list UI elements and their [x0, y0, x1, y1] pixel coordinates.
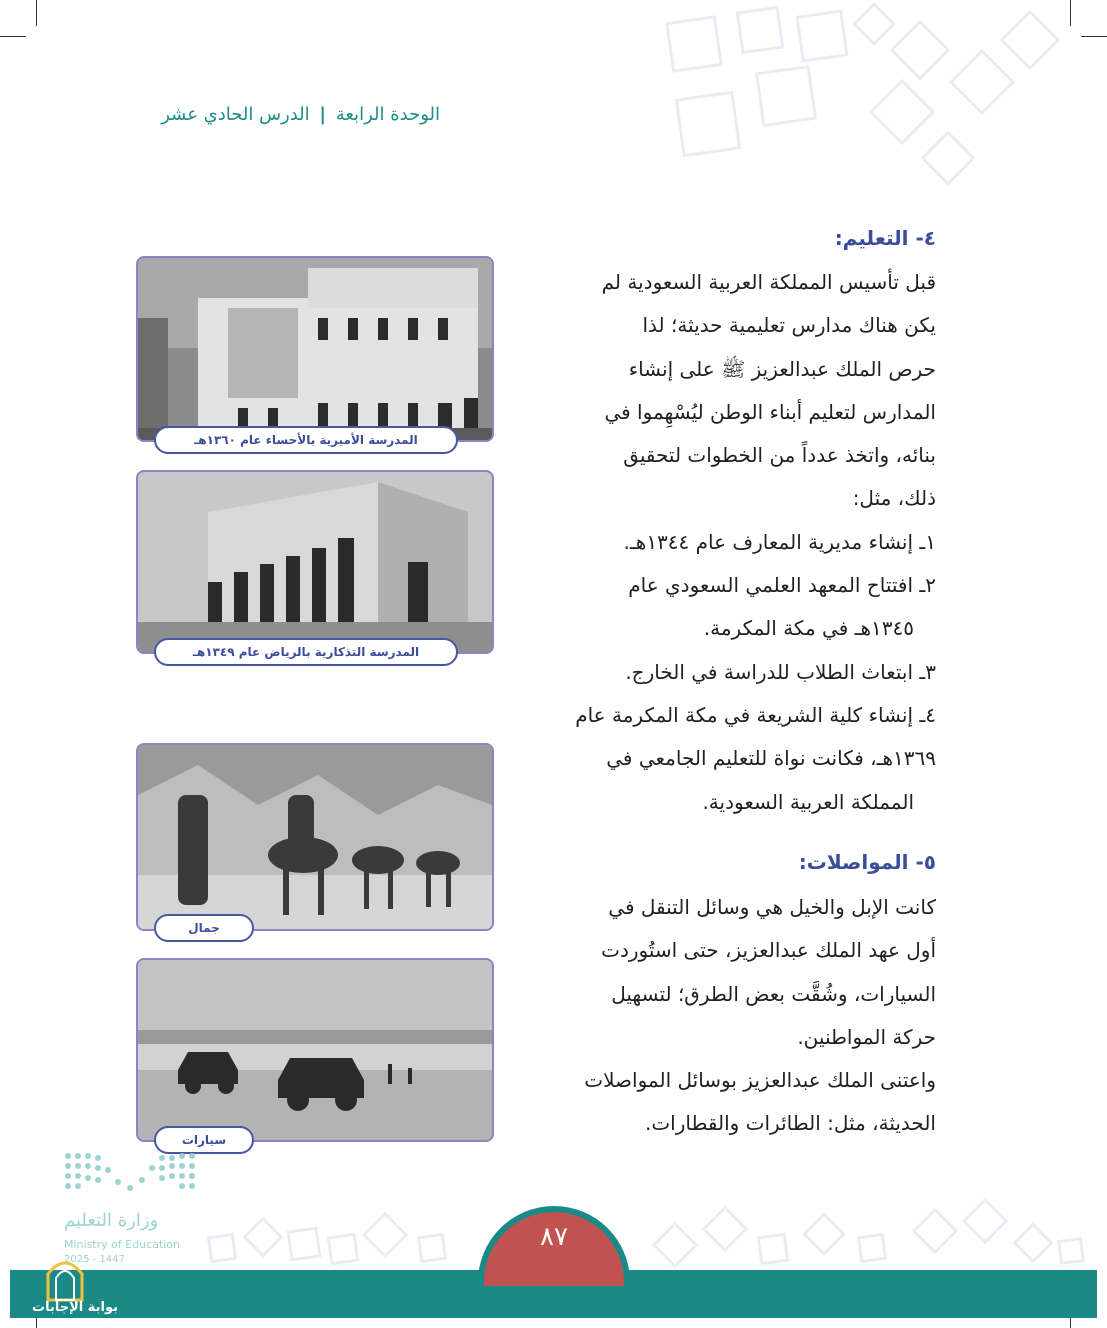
crop-mark — [1070, 0, 1071, 26]
photo-caption: جمال — [154, 914, 254, 942]
education-step-3: ٣ـ ابتعاث الطلاب للدراسة في الخارج. — [625, 659, 936, 684]
photo-amiri-school — [136, 256, 494, 442]
transport-line: واعتنى الملك عبدالعزيز بوسائل المواصلات — [584, 1068, 936, 1093]
crop-mark — [36, 0, 37, 26]
education-intro-line: ذلك، مثل: — [852, 486, 936, 511]
education-intro-line: المدارس لتعليم أبناء الوطن ليُسْهِموا في — [604, 399, 936, 424]
crop-mark — [0, 36, 26, 37]
photo-tadhkariya-school — [136, 470, 494, 654]
transport-line: أول عهد الملك عبدالعزيز، حتى استُوردت — [601, 938, 936, 963]
page-number: ٨٧ — [540, 1222, 568, 1252]
unit-lesson-header — [140, 104, 440, 125]
unit-label: الوحدة الرابعة — [335, 104, 440, 125]
transport-line: السيارات، وشُقَّت بعض الطرق؛ لتسهيل — [611, 981, 936, 1006]
education-step-4: ٤ـ إنشاء كلية الشريعة في مكة المكرمة عام — [575, 702, 936, 727]
photo-caption: سيارات — [154, 1126, 254, 1154]
photo-cars — [136, 958, 494, 1142]
transport-line: الحديثة، مثل: الطائرات والقطارات. — [644, 1111, 936, 1136]
transport-title: ٥- المواصلات: — [798, 850, 936, 874]
education-step-2: ٢ـ افتتاح المعهد العلمي السعودي عام — [628, 573, 936, 598]
transport-line: حركة المواطنين. — [797, 1024, 936, 1049]
education-intro — [536, 261, 936, 824]
header-separator: | — [319, 104, 326, 125]
ministry-name-en: Ministry of Education — [64, 1238, 181, 1251]
photo-camels — [136, 743, 494, 931]
transport-body — [536, 886, 936, 1146]
education-intro-line: قبل تأسيس المملكة العربية السعودية لم — [601, 270, 936, 294]
photo-caption: المدرسة التذكارية بالرياض عام ١٣٤٩هـ — [154, 638, 458, 666]
lesson-label: الدرس الحادي عشر — [161, 104, 310, 125]
ministry-years: 2025 - 1447 — [64, 1254, 125, 1265]
education-step-4-cont: المملكة العربية السعودية. — [702, 789, 914, 814]
watermark-text: بوابة الإجابات — [32, 1300, 118, 1315]
education-intro-line: حرص الملك عبدالعزيز ﷺ على إنشاء — [628, 356, 936, 381]
education-intro-line: يكن هناك مدارس تعليمية حديثة؛ لذا — [642, 313, 936, 338]
watermark-logo-icon — [44, 1256, 86, 1302]
ministry-logo-icon — [62, 1150, 202, 1198]
education-step-2-cont: ١٣٤٥هـ في مكة المكرمة. — [703, 616, 914, 641]
crop-mark — [1081, 36, 1107, 37]
education-step-4-cont: ١٣٦٩هـ، فكانت نواة للتعليم الجامعي في — [606, 746, 936, 771]
education-step-1: ١ـ إنشاء مديرية المعارف عام ١٣٤٤هـ. — [623, 529, 936, 554]
education-intro-line: بنائه، واتخذ عدداً من الخطوات لتحقيق — [623, 443, 936, 468]
photo-caption: المدرسة الأميرية بالأحساء عام ١٣٦٠هـ — [154, 426, 458, 454]
ministry-name-ar: وزارة التعليم — [64, 1210, 159, 1231]
education-title: ٤- التعليم: — [834, 226, 936, 250]
transport-line: كانت الإبل والخيل هي وسائل التنقل في — [608, 895, 936, 919]
